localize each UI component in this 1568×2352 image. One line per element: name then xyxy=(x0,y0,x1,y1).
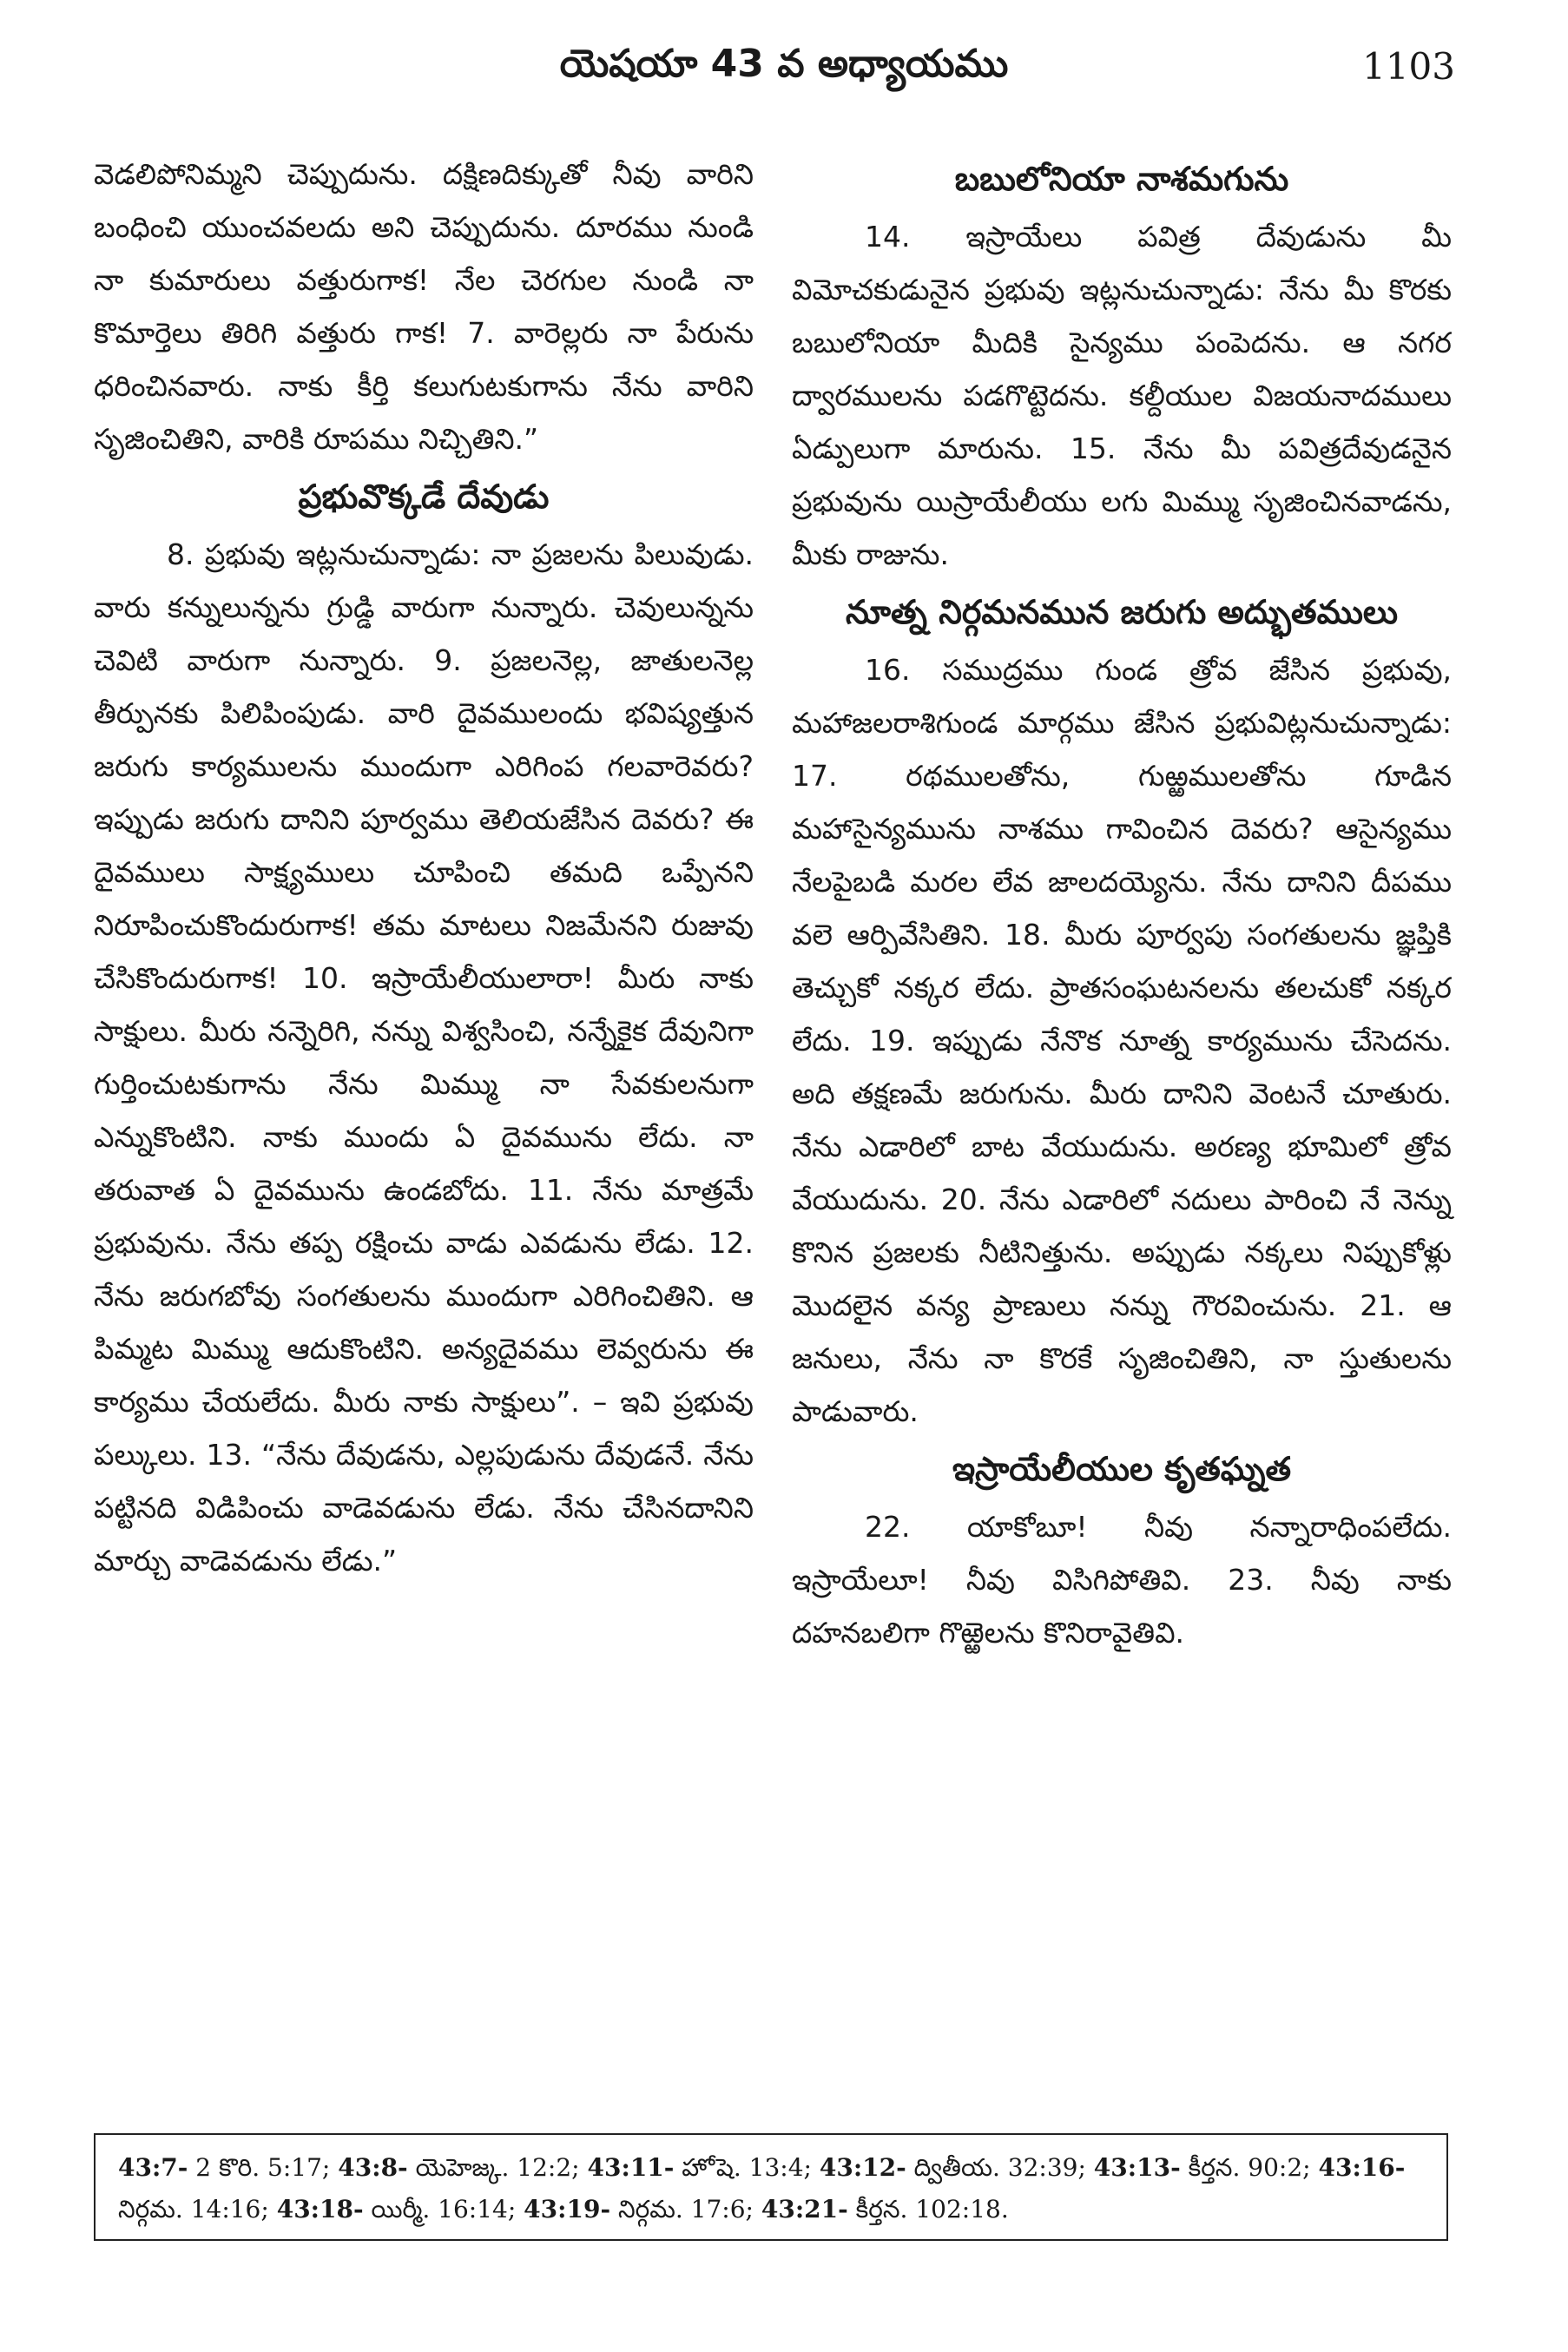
section-heading: ఇస్రాయేలీయుల కృతఘ్నత xyxy=(952,1450,1292,1488)
paragraph: 22. యాకోబూ! నీవు నన్నారాధింపలేదు. ఇస్రాయేలూ! నీవు విసిగిపోతివి. 23. నీవు నాకు దహనబలిగా గొఱ్ఱెలను కొనిరావైతివి. xyxy=(792,1510,1452,1650)
cross-reference-line xyxy=(118,2147,1424,2230)
footnote-text: హోషె. 13:4; xyxy=(674,2153,820,2182)
footnote-ref: 43:13- xyxy=(1093,2153,1181,2182)
page-header xyxy=(0,42,1568,111)
right-column xyxy=(792,148,1452,1659)
paragraph: 14. ఇస్రాయేలు పవిత్ర దేవుడును మీ విమోచకుడునైన ప్రభువు ఇట్లనుచున్నాడు: నేను మీ కొరకు బబులోనియా మీదికి సైన్యము పంపెదను. ఆ నగర ద్వారములను పడగొట్టెదను. కల్దీయుల విజయనాదములు ఏడ్పులుగా మారును. 15. నేను మీ పవిత్రదేవుడనైన ప్రభువును యిస్రాయేలీయు లగు మిమ్ము సృజించినవాడను, మీకు రాజును. xyxy=(792,220,1452,571)
footnote-text: యెహెజ్క. 12:2; xyxy=(407,2153,588,2182)
paragraph: 8. ప్రభువు ఇట్లనుచున్నాడు: నా ప్రజలను పిలువుడు. వారు కన్నులున్నను గ్రుడ్డి వారుగా నున్నారు. చెవులున్నను చెవిటి వారుగా నున్నారు. 9. ప్రజలనెల్ల, జాతులనెల్ల తీర్పునకు పిలిపింపుడు. వారి దైవములందు భవిష్యత్తున జరుగు కార్యములను ముందుగా ఎరిగింప గలవారెవరు? ఇప్పుడు జరుగు దానిని పూర్వము తెలియజేసిన దెవరు? ఈ దైవములు సాక్ష్యములు చూపించి తమది ఒప్పేనని నిరూపించుకొందురుగాక! తమ మాటలు నిజమేనని రుజువు చేసికొందురుగాక! 10. ఇస్రాయేలీయులారా! మీరు నాకు సాక్షులు. మీరు నన్నెరిగి, నన్ను విశ్వసించి, నన్నేకైక దేవునిగా గుర్తించుటకుగాను నేను మిమ్ము నా సేవకులనుగా ఎన్నుకొంటిని. నాకు ముందు ఏ దైవమును లేదు. నా తరువాత ఏ దైవమును ఉండబోదు. 11. నేను మాత్రమే ప్రభువును. నేను తప్ప రక్షించు వాడు ఎవడును లేడు. 12. నేను జరుగబోవు సంగతులను ముందుగా ఎరిగించితిని. ఆ పిమ్మట మిమ్ము ఆదుకొంటిని. అన్యదైవము లెవ్వరును ఈ కార్యము చేయలేదు. మీరు నాకు సాక్షులు”. – ఇవి ప్రభువు పల్కులు. 13. “నేను దేవుడను, ఎల్లపుడును దేవుడనే. నేను పట్టినది విడిపించు వాడెవడును లేడు. నేను చేసినదానిని మార్చు వాడెవడును లేడు.” xyxy=(94,537,754,1578)
chapter-title: యెషయా 43 వ అధ్యాయము xyxy=(559,42,1009,86)
section-heading: బబులోనియా నాశమగును xyxy=(954,160,1289,198)
footnote-text: ద్వితీయ. 32:39; xyxy=(906,2153,1094,2182)
paragraph: వెడలిపోనిమ్మని చెప్పుదును. దక్షిణదిక్కుతో నీవు వారిని బంధించి యుంచవలదు అని చెప్పుదును. దూరము నుండి నా కుమారులు వత్తురుగాక! నేల చెరగుల నుండి నా కొమార్తెలు తిరిగి వత్తురు గాక! 7. వారెల్లరు నా పేరును ధరించినవారు. నాకు కీర్తి కలుగుటకుగాను నేను వారిని సృజించితిని, వారికి రూపము నిచ్చితిని.” xyxy=(94,157,754,456)
left-column xyxy=(94,148,754,1587)
footnote-ref: 43:12- xyxy=(819,2153,906,2182)
footnote-ref: 43:21- xyxy=(761,2195,848,2224)
footnote-text: 2 కొరి. 5:17; xyxy=(188,2153,339,2182)
section-heading: ప్రభువొక్కడే దేవుడు xyxy=(298,478,550,516)
footnote-text: కీర్తన. 102:18. xyxy=(847,2195,1009,2224)
footnote-ref: 43:7- xyxy=(118,2153,188,2182)
footnote-text: యిర్మీ. 16:14; xyxy=(363,2195,524,2224)
footnote-text: కీర్తన. 90:2; xyxy=(1180,2153,1319,2182)
footnote-ref: 43:8- xyxy=(338,2153,408,2182)
footnote-ref: 43:18- xyxy=(276,2195,364,2224)
footnote-ref: 43:11- xyxy=(587,2153,675,2182)
section-heading: నూత్న నిర్గమనమున జరుగు అద్భుతములు xyxy=(845,593,1399,631)
footnote-ref: 43:19- xyxy=(524,2195,611,2224)
footnote-text: నిర్గమ. 17:6; xyxy=(610,2195,761,2224)
paragraph: 16. సముద్రము గుండ త్రోవ జేసిన ప్రభువు, మహాజలరాశిగుండ మార్గము జేసిన ప్రభువిట్లనుచున్నాడు: 17. రథములతోను, గుఱ్ఱములతోను గూడిన మహాసైన్యమును నాశము గావించిన దెవరు? ఆసైన్యము నేలపైబడి మరల లేవ జాలదయ్యెను. నేను దానిని దీపము వలె ఆర్పివేసితిని. 18. మీరు పూర్వపు సంగతులను జ్ఞప్తికి తెచ్చుకో నక్కర లేదు. ప్రాతసంఘటనలను తలచుకో నక్కర లేదు. 19. ఇప్పుడు నేనొక నూత్న కార్యమును చేసెదను. అది తక్షణమే జరుగును. మీరు దానిని వెంటనే చూతురు. నేను ఎడారిలో బాట వేయుదును. అరణ్య భూమిలో త్రోవ వేయుదును. 20. నేను ఎడారిలో నదులు పారించి నే నెన్ను కొనిన ప్రజలకు నీటినిత్తును. అప్పుడు నక్కలు నిప్పుకోళ్లు మొదలైన వన్య ప్రాణులు నన్ను గౌరవించును. 21. ఆ జనులు, నేను నా కొరకే సృజించితిని, నా స్తుతులను పాడువారు. xyxy=(792,653,1452,1428)
cross-reference-box xyxy=(94,2133,1448,2241)
footnote-ref: 43:16- xyxy=(1318,2153,1406,2182)
footnote-text: నిర్గమ. 14:16; xyxy=(118,2195,277,2224)
page-number: 1103 xyxy=(1362,45,1455,88)
